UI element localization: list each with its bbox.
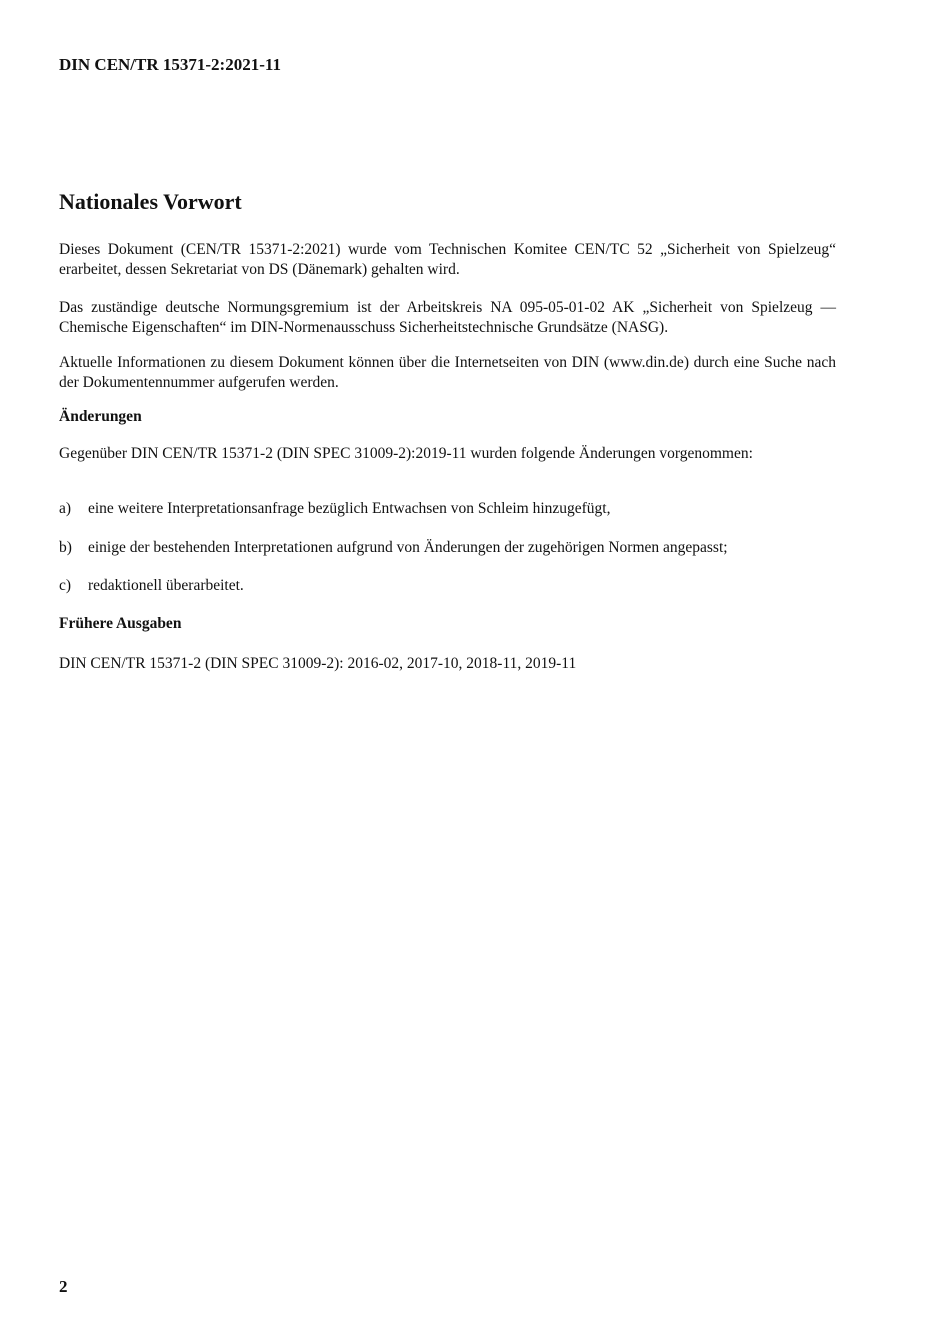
list-text: einige der bestehenden Interpretationen aufgrund von Änderungen der zugehörigen Normen angepasst; xyxy=(88,539,728,556)
list-item xyxy=(59,499,836,519)
section-title: Nationales Vorwort xyxy=(59,189,242,214)
list-item xyxy=(59,576,836,596)
changes-heading: Änderungen xyxy=(59,408,142,425)
document-header: DIN CEN/TR 15371-2:2021-11 xyxy=(59,55,281,74)
list-marker: c) xyxy=(59,577,72,594)
list-text: redaktionell überarbeitet. xyxy=(88,577,244,594)
previous-editions-heading: Frühere Ausgaben xyxy=(59,615,182,632)
list-item xyxy=(59,538,836,558)
list-text: eine weitere Interpretationsanfrage bezüglich Entwachsen von Schleim hinzugefügt, xyxy=(88,500,611,517)
paragraph-2: Das zuständige deutsche Normungsgremium ist der Arbeitskreis NA 095-05-01-02 AK „Sicherheit von Spielzeug — Chemische Eigenschaften“ im DIN-Normenausschuss Sicherheitstechnische Grundsätze (NASG). xyxy=(59,299,836,336)
paragraph-1: Dieses Dokument (CEN/TR 15371-2:2021) wurde vom Technischen Komitee CEN/TC 52 „Sicherheit von Spielzeug“ erarbeitet, dessen Sekretariat von DS (Dänemark) gehalten wird. xyxy=(59,241,836,278)
changes-intro: Gegenüber DIN CEN/TR 15371-2 (DIN SPEC 31009-2):2019-11 wurden folgende Änderungen vorgenommen: xyxy=(59,445,753,462)
page-number: 2 xyxy=(59,1277,68,1296)
previous-editions-text: DIN CEN/TR 15371-2 (DIN SPEC 31009-2): 2016-02, 2017-10, 2018-11, 2019-11 xyxy=(59,655,577,672)
list-marker: a) xyxy=(59,500,72,517)
paragraph-3: Aktuelle Informationen zu diesem Dokument können über die Internetseiten von DIN (www.din.de) durch eine Suche nach der Dokumentennummer aufgerufen werden. xyxy=(59,354,836,391)
list-marker: b) xyxy=(59,539,72,556)
